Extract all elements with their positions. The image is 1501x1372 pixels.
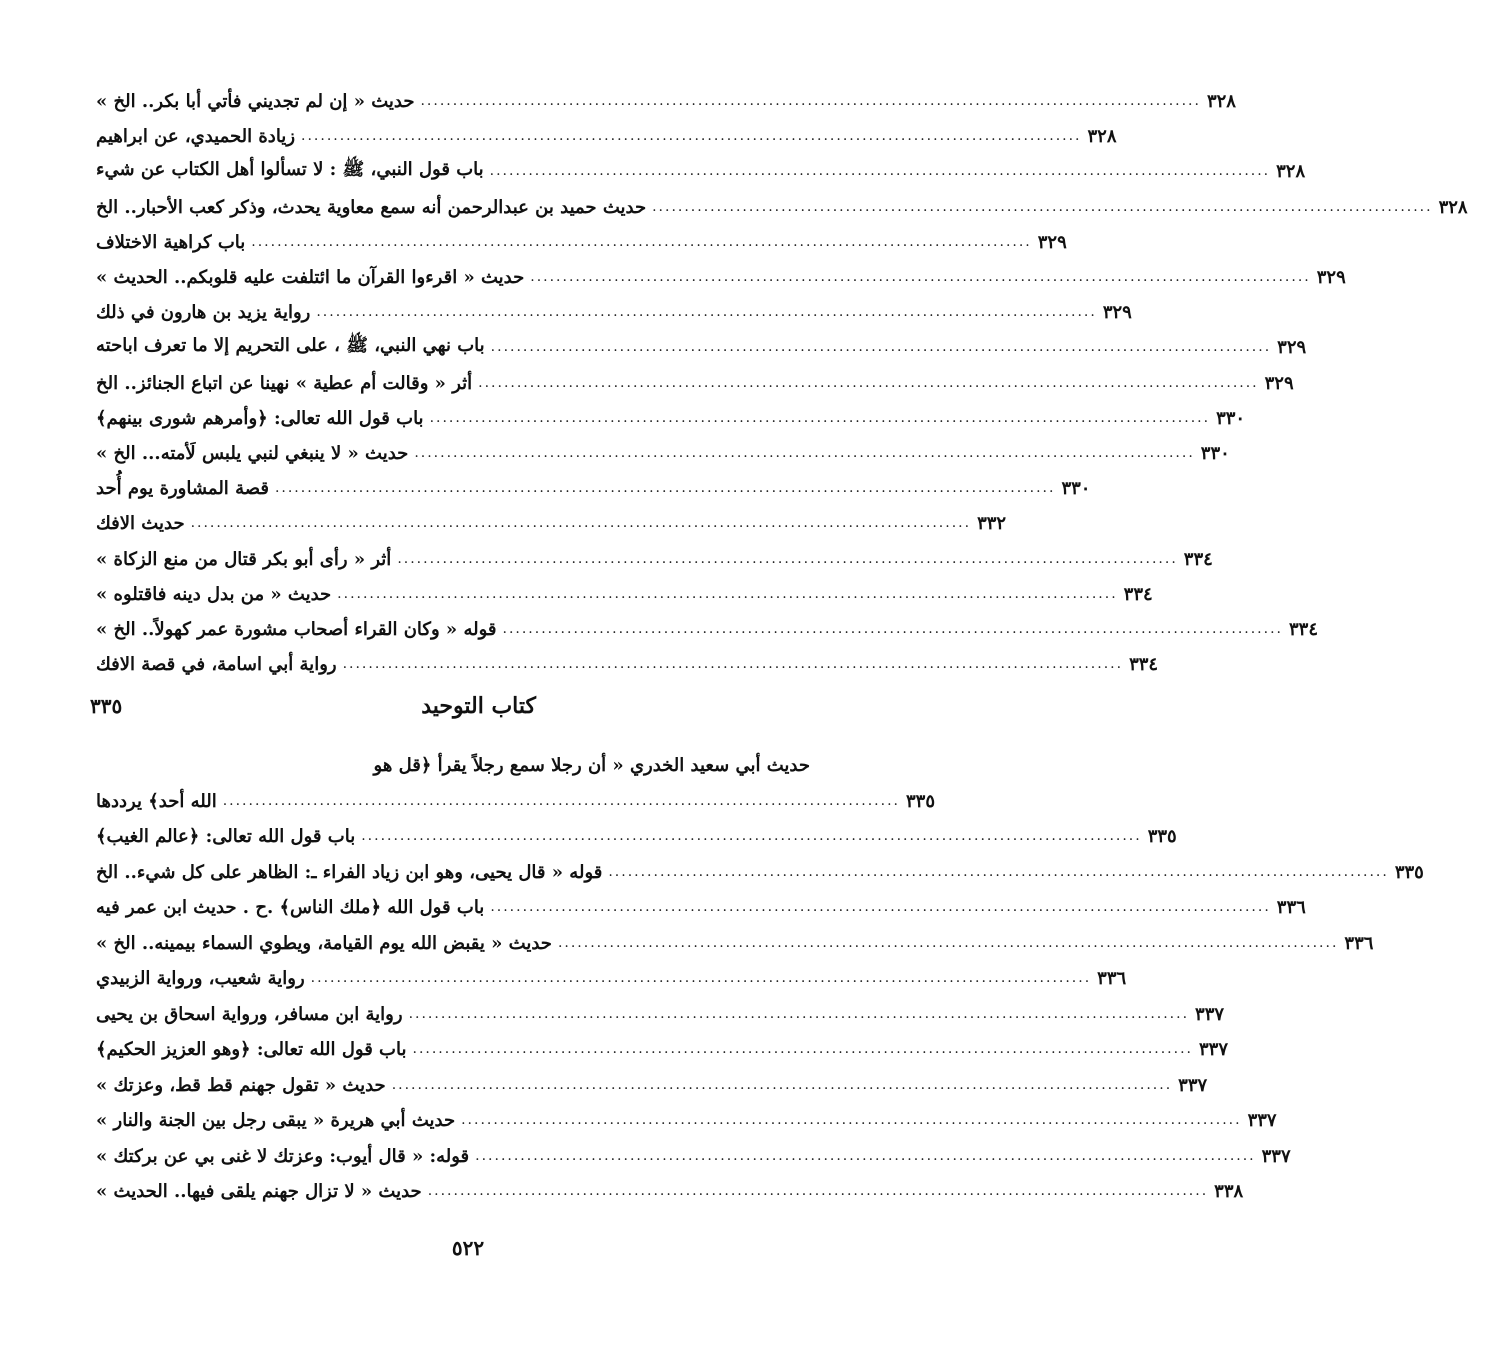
entry-page-number: ٣٣٥ <box>1394 861 1424 883</box>
entry-title: أثر « وقالت أم عطية » نهينا عن اتباع الجنائز.. الخ <box>96 372 473 394</box>
index-entry <box>90 225 1067 259</box>
index-entry <box>90 855 1424 889</box>
entry-title: حديث « اقرءوا القرآن ما ائتلفت عليه قلوبكم.. الحديث » <box>96 266 525 288</box>
entry-title: حديث الافك <box>96 512 185 534</box>
entry-title: حديث أبي هريرة « يبقى رجل بين الجنة والنار » <box>96 1109 456 1131</box>
leader-dots: ......................................................................................................................... <box>337 586 1118 602</box>
entry-page-number: ٣٢٨ <box>1276 160 1306 182</box>
entry-page-number: ٣٣٠ <box>1216 407 1246 429</box>
leader-dots: ......................................................................................................................... <box>342 656 1124 672</box>
wrapped-entry-text-1: حديث أبي سعيد الخدري « أن رجلا سمع رجلاً يقرأ ﴿قل هو <box>373 754 810 776</box>
leader-dots: ......................................................................................................................... <box>490 339 1272 355</box>
entry-title: رواية ابن مسافر، ورواية اسحاق بن يحيى <box>96 1003 403 1025</box>
entry-page-number: ٣٢٩ <box>1264 372 1294 394</box>
entry-title: رواية شعيب، ورواية الزبيدي <box>96 967 305 989</box>
entry-page-number: ٣٣٤ <box>1288 618 1318 640</box>
leader-dots: ......................................................................................................................... <box>251 234 1032 250</box>
index-entry <box>90 190 1468 224</box>
entry-page-number: ٣٣٦ <box>1276 896 1306 918</box>
index-entry <box>90 961 1127 995</box>
index-entry <box>90 295 1132 329</box>
entry-title: رواية يزيد بن هارون في ذلك <box>96 301 311 323</box>
index-entry <box>90 819 1177 853</box>
entry-title: حديث « يقبض الله يوم القيامة، ويطوي السماء بيمينه.. الخ » <box>96 932 552 954</box>
entry-page-number: ٣٢٩ <box>1316 266 1346 288</box>
entry-page-number: ٣٣٨ <box>1214 1180 1244 1202</box>
index-entry <box>90 577 1153 611</box>
entry-title: حديث « تقول جهنم قط قط، وعزتك » <box>96 1074 386 1096</box>
index-entry <box>90 997 1225 1031</box>
entry-title: أثر « رأى أبو بكر قتال من منع الزكاة » <box>96 548 392 570</box>
entry-page-number: ٣٣٧ <box>1261 1145 1291 1167</box>
entry-title: باب كراهية الاختلاف <box>96 231 246 253</box>
index-entry <box>90 366 1294 400</box>
leader-dots: ......................................................................................................................... <box>310 970 1092 986</box>
entry-page-number: ٣٢٨ <box>1206 90 1236 112</box>
index-entry <box>90 890 1306 924</box>
index-entry <box>90 401 1246 435</box>
index-entry <box>90 1068 1208 1102</box>
entry-page-number: ٣٣٧ <box>1247 1109 1277 1131</box>
entry-title: حديث « لا ينبغي لنبي يلبس لَأمته... الخ » <box>96 442 409 464</box>
index-entry <box>90 436 1230 470</box>
entry-title: باب قول الله ﴿ملك الناس﴾ .ح . حديث ابن عمر فيه <box>96 896 485 918</box>
entry-page-number: ٣٣٠ <box>1061 477 1091 499</box>
entry-page-number: ٣٢٨ <box>1438 196 1468 218</box>
entry-title: باب قول النبي، ﷺ : لا تسألوا أهل الكتاب عن شيء <box>96 159 484 180</box>
leader-dots: ......................................................................................................... <box>222 793 900 809</box>
entry-page-number: ٣٣٦ <box>1344 932 1374 954</box>
entry-title: زيادة الحميدي، عن ابراهيم <box>96 125 296 147</box>
leader-dots: ......................................................................................................................... <box>489 163 1271 179</box>
index-entry <box>90 260 1346 294</box>
leader-dots: ......................................................................................................................... <box>301 128 1082 144</box>
entry-page-number: ٣٣٧ <box>1195 1003 1225 1025</box>
index-entry <box>90 1103 1277 1137</box>
leader-dots: ......................................................................................................................... <box>190 515 972 531</box>
section-page-number: ٣٣٥ <box>90 694 123 718</box>
entry-page-number: ٣٣٦ <box>1097 967 1127 989</box>
entry-title: حديث « من بدل دينه فاقتلوه » <box>96 583 332 605</box>
index-entry <box>90 926 1374 960</box>
index-entry <box>90 1139 1291 1173</box>
leader-dots: ......................................................................................................................... <box>490 899 1271 915</box>
leader-dots: ......................................................................................................................... <box>427 1183 1209 1199</box>
leader-dots: ......................................................................................................................... <box>502 621 1283 637</box>
leader-dots: ......................................................................................................................... <box>475 1148 1256 1164</box>
index-entry <box>90 471 1091 505</box>
leader-dots: ......................................................................................................................... <box>361 828 1142 844</box>
entry-page-number: ٣٢٩ <box>1037 231 1067 253</box>
entry-title: قوله: « قال أيوب: وعزتك لا غنى بي عن بركتك » <box>96 1145 470 1167</box>
index-entry <box>90 84 1236 118</box>
entry-page-number: ٣٣٤ <box>1123 583 1153 605</box>
leader-dots: ......................................................................................................................... <box>608 864 1389 880</box>
section-heading <box>90 686 836 726</box>
wrapped-entry-line-1 <box>240 748 810 782</box>
leader-dots: ......................................................................................................................... <box>429 410 1211 426</box>
leader-dots: ......................................................................................................................... <box>414 445 1195 461</box>
index-entry <box>90 612 1318 646</box>
wrapped-entry-text-2: الله أحد﴾ يرددها <box>96 790 217 812</box>
index-entry <box>90 506 1007 540</box>
leader-dots: ......................................................................................................................... <box>274 480 1056 496</box>
leader-dots: ......................................................................................................................... <box>420 93 1201 109</box>
leader-dots: ......................................................................................................................... <box>397 551 1178 567</box>
entry-title: رواية أبي اسامة، في قصة الافك <box>96 653 337 675</box>
page-number: ٥٢٢ <box>451 1236 485 1260</box>
leader-dots: ......................................................................................................................... <box>461 1112 1242 1128</box>
entry-title: باب قول الله تعالى: ﴿عالم الغيب﴾ <box>96 825 356 847</box>
index-entry <box>90 119 1117 153</box>
leader-dots: ......................................................................................................................... <box>478 375 1259 391</box>
leader-dots: ......................................................................................................................... <box>391 1077 1173 1093</box>
entry-page-number: ٣٣٥ <box>1147 825 1177 847</box>
index-entry <box>90 542 1213 576</box>
index-entry <box>90 1174 1244 1208</box>
entry-title: باب نهي النبي، ﷺ ، على التحريم إلا ما تعرف اباحته <box>96 335 485 356</box>
entry-page-number: ٣٣٧ <box>1198 1038 1228 1060</box>
leader-dots: ......................................................................................................................... <box>316 304 1097 320</box>
entry-page-number: ٣٣٧ <box>1178 1074 1208 1096</box>
entry-page-number: ٣٣٤ <box>1129 653 1159 675</box>
leader-dots: ......................................................................................................................... <box>652 199 1433 215</box>
entry-title: قوله « قال يحيى، وهو ابن زياد الفراء ـ: الظاهر على كل شيء.. الخ <box>96 861 603 883</box>
leader-dots: ......................................................................................................................... <box>408 1006 1190 1022</box>
index-entry <box>90 1032 1228 1066</box>
entry-page-number: ٣٢٩ <box>1102 301 1132 323</box>
leader-dots: ......................................................................................................................... <box>557 935 1339 951</box>
entry-title: قوله « وكان القراء أصحاب مشورة عمر كهولاً.. الخ » <box>96 618 497 640</box>
entry-title: حديث « لا تزال جهنم يلقى فيها.. الحديث » <box>96 1180 422 1202</box>
leader-dots: ......................................................................................................................... <box>412 1041 1193 1057</box>
entry-page-number: ٣٣٢ <box>977 512 1007 534</box>
wrapped-entry-page: ٣٣٥ <box>905 790 935 812</box>
entry-page-number: ٣٣٤ <box>1183 548 1213 570</box>
wrapped-entry-line-2 <box>90 784 935 818</box>
entry-page-number: ٣٢٨ <box>1087 125 1117 147</box>
index-entry <box>90 330 1307 364</box>
index-entry <box>90 647 1159 681</box>
entry-title: حديث حميد بن عبدالرحمن أنه سمع معاوية يحدث، وذكر كعب الأحبار.. الخ <box>96 196 647 218</box>
entry-title: حديث « إن لم تجديني فأتي أبا بكر.. الخ » <box>96 90 415 112</box>
entry-page-number: ٣٣٠ <box>1200 442 1230 464</box>
section-title: كتاب التوحيد <box>421 693 536 719</box>
entry-page-number: ٣٢٩ <box>1277 336 1307 358</box>
entry-title: باب قول الله تعالى: ﴿وأمرهم شورى بينهم﴾ <box>96 407 424 429</box>
entry-title: باب قول الله تعالى: ﴿وهو العزيز الحكيم﴾ <box>96 1038 407 1060</box>
leader-dots: ......................................................................................................................... <box>530 269 1311 285</box>
index-entry <box>90 154 1306 188</box>
entry-title: قصة المشاورة يوم أُحد <box>96 477 269 499</box>
